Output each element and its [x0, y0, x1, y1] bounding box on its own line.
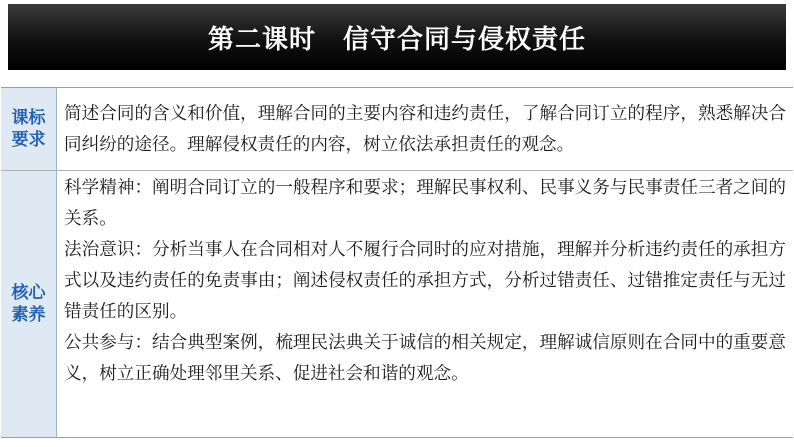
table-row-curriculum-requirements — [1, 88, 793, 171]
row-content-cell — [64, 99, 786, 161]
scientific-spirit-paragraph: 科学精神：阐明合同订立的一般程序和要求；理解民事权利、民事义务与民事责任三者之间的关系。 — [64, 178, 786, 229]
rule-of-law-paragraph: 法治意识：分析当事人在合同相对人不履行合同时的应对措施，理解并分析违约责任的承担方式以及违约责任的免责事由；阐述侵权责任的承担方式，分析过错责任、过错推定责任与无过错责任的区别。 — [64, 240, 786, 322]
row-content-cell — [64, 173, 786, 390]
row-label-cell — [1, 171, 57, 437]
row-label-core-literacy: 核心素养 — [11, 283, 46, 325]
title-bar — [8, 4, 786, 70]
row-label-cell — [1, 88, 57, 170]
public-participation-paragraph: 公共参与：结合典型案例，梳理民法典关于诚信的相关规定，理解诚信原则在合同中的重要意义，树立正确处理邻里关系、促进社会和谐的观念。 — [64, 333, 786, 384]
page-title: 第二课时 信守合同与侵权责任 — [207, 24, 586, 55]
table-row-core-literacy — [1, 171, 793, 437]
standards-table — [1, 87, 793, 438]
requirements-paragraph: 简述合同的含义和价值，理解合同的主要内容和违约责任，了解合同订立的程序，熟悉解决合同纠纷的途径。理解侵权责任的内容，树立依法承担责任的观念。 — [64, 104, 786, 155]
row-label-curriculum-requirements: 课标要求 — [11, 108, 46, 150]
